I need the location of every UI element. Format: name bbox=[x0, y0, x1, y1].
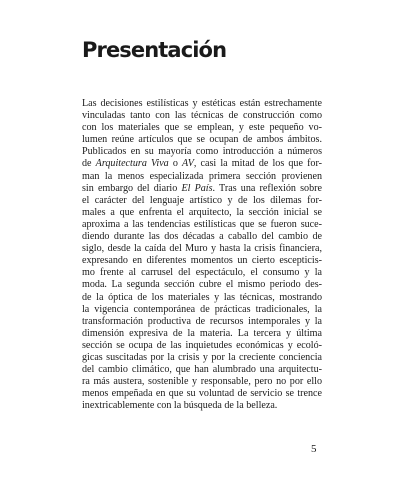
page-title: Presentación bbox=[82, 38, 227, 62]
body-line bbox=[82, 243, 322, 255]
body-text-segment: con los materiales que se emplean, y este pequeño vo- bbox=[82, 122, 322, 134]
body-text-segment: males a que enfrenta el arquitecto, la sección inicial se bbox=[82, 206, 322, 218]
body-line bbox=[82, 231, 322, 243]
body-line bbox=[82, 255, 322, 267]
body-text-segment: o bbox=[168, 158, 183, 170]
body-line bbox=[82, 292, 322, 304]
body-text-segment: , casi la mitad de los que for- bbox=[193, 158, 323, 170]
body-line bbox=[82, 352, 322, 364]
body-line bbox=[82, 171, 322, 183]
body-text-segment: moda. La segunda sección cubre el mismo periodo des- bbox=[82, 279, 322, 291]
body-line bbox=[82, 158, 322, 170]
body-text-segment: siglo, desde la caída del Muro y hasta la crisis financiera, bbox=[82, 243, 322, 255]
body-line bbox=[82, 328, 322, 340]
italic-title-text: AV bbox=[182, 158, 194, 170]
body-text-segment: lumen reúne artículos que se ocupan de ambos ámbitos. bbox=[82, 134, 322, 146]
body-line bbox=[82, 110, 322, 122]
body-paragraph bbox=[82, 98, 322, 412]
body-line bbox=[82, 376, 322, 388]
body-text-segment: Publicados en su mayoría como introducción a números bbox=[82, 146, 322, 158]
body-text-segment: inextricablemente con la búsqueda de la belleza. bbox=[82, 400, 278, 412]
body-text-segment: sin embargo del diario bbox=[82, 182, 182, 194]
body-line bbox=[82, 316, 322, 328]
body-text-segment: transformación productiva de recursos intemporales y la bbox=[82, 315, 322, 327]
body-text-segment: de bbox=[82, 158, 96, 170]
italic-title-text: El País bbox=[181, 182, 213, 194]
body-line bbox=[82, 98, 322, 110]
body-text-segment: gicas suscitadas por la crisis y por la creciente conciencia bbox=[82, 351, 322, 363]
body-line bbox=[82, 279, 322, 291]
body-text-segment: mo frente al carrusel del espectáculo, el consumo y la bbox=[82, 267, 322, 279]
body-line bbox=[82, 340, 322, 352]
body-text-segment: del cambio climático, que han alumbrado una arquitectu- bbox=[82, 364, 322, 376]
body-text-segment: dimensión expresiva de la materia. La tercera y última bbox=[82, 327, 322, 339]
body-line bbox=[82, 219, 322, 231]
body-line bbox=[82, 388, 322, 400]
body-text-segment: vinculadas tanto con las técnicas de construcción como bbox=[82, 110, 322, 122]
body-text-segment: expresando en diferentes momentos un cierto escepticis- bbox=[82, 255, 322, 267]
body-text-segment: Las decisiones estilísticas y estéticas están estrechamente bbox=[82, 98, 322, 109]
page-number: 5 bbox=[311, 443, 317, 455]
body-line bbox=[82, 304, 322, 316]
body-text-segment: . Tras una reflexión sobre bbox=[212, 182, 322, 194]
body-line bbox=[82, 195, 322, 207]
body-text-segment: menos empeñada en que su voluntad de servicio se trence bbox=[82, 388, 322, 400]
body-text-segment: man la menos especializada primera sección provienen bbox=[82, 170, 322, 182]
body-line bbox=[82, 207, 322, 219]
body-text-segment: aproxima a las tendencias estilísticas que se fueron suce- bbox=[82, 218, 322, 230]
body-text-segment: el carácter del lenguaje artístico y de los dilemas for- bbox=[82, 194, 322, 206]
body-text-segment: la vigencia contemporánea de prácticas tradicionales, la bbox=[82, 303, 322, 315]
italic-title-text: Arquitectura Viva bbox=[95, 158, 169, 170]
body-line bbox=[82, 134, 322, 146]
body-text-segment: de la óptica de los materiales y las técnicas, mostrando bbox=[82, 291, 322, 303]
body-line bbox=[82, 183, 322, 195]
body-line bbox=[82, 400, 322, 412]
body-line bbox=[82, 267, 322, 279]
body-text-segment: sección se ocupa de las inquietudes económicas y ecoló- bbox=[82, 339, 322, 351]
body-text-segment: ra más austera, sostenible y responsable, pero no por ello bbox=[82, 376, 322, 388]
body-line bbox=[82, 122, 322, 134]
body-line bbox=[82, 364, 322, 376]
body-line bbox=[82, 146, 322, 158]
body-text-segment: diendo durante las dos décadas a caballo del cambio de bbox=[82, 231, 322, 243]
